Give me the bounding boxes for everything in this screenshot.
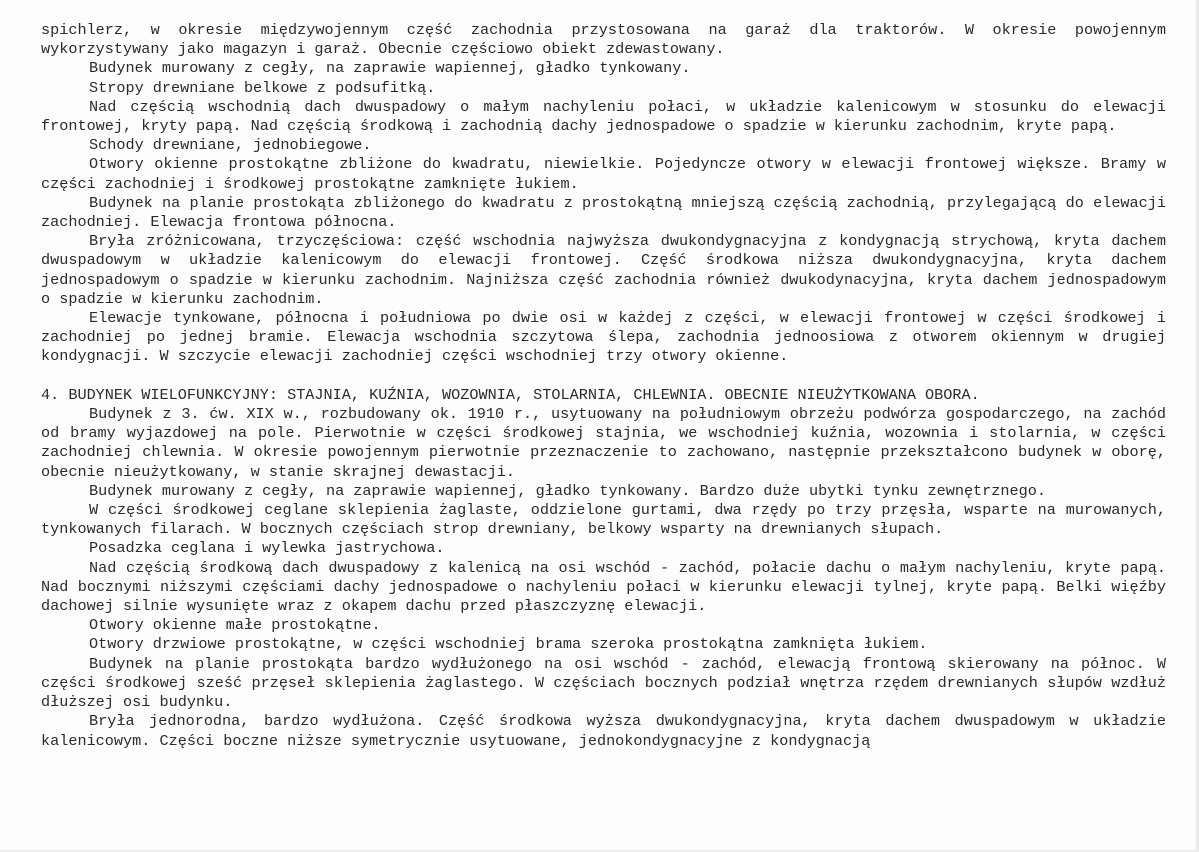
section-heading: 4. BUDYNEK WIELOFUNKCYJNY: STAJNIA, KUŹNIA, WOZOWNIA, STOLARNIA, CHLEWNIA. OBECNIE NIEUŻYTKOWANA OBORA. bbox=[41, 385, 980, 404]
paragraph: Stropy drewniane belkowe z podsufitką. bbox=[89, 78, 436, 97]
paragraph: Bryła jednorodna, bardzo wydłużona. Część środkowa wyższa dwukondygnacyjna, kryta dachem dwuspadowym w układzie kalenicowym. Części boczne niższe symetrycznie usytuowane, jednokondygnacyjne z kondygnacją bbox=[41, 712, 1166, 750]
paragraph: Budynek na planie prostokąta zbliżonego do kwadratu z prostokątną mniejszą częścią zachodnią, przylegającą do elewacji zachodniej. Elewacja frontowa północna. bbox=[41, 193, 1166, 232]
paragraph: Posadzka ceglana i wylewka jastrychowa. bbox=[89, 539, 445, 558]
paragraph: Schody drewniane, jednobiegowe. bbox=[89, 136, 372, 155]
paragraph: Nad częścią wschodnią dach dwuspadowy o małym nachyleniu połaci, w układzie kalenicowym w stosunku do elewacji frontowej, kryty papą. Nad częścią środkową i zachodnią dachy jednospadowe o spadzie w kierunku zachodnim, kryte papą. bbox=[41, 97, 1166, 136]
document-text bbox=[41, 21, 1166, 751]
section-spacer bbox=[41, 367, 1166, 386]
paragraph: Nad częścią środkową dach dwuspadowy z kalenicą na osi wschód - zachód, połacie dachu o małym nachyleniu, kryte papą. Nad bocznymi niższymi częściami dachy jednospadowe o nachyleniu połaci w kierunku elewacji tylnej, kryte papą. Belki więźby dachowej silnie wysunięte wraz z okapem dachu przed płaszczyznę elewacji. bbox=[41, 558, 1166, 616]
paragraph: Bryła zróżnicowana, trzyczęściowa: część wschodnia najwyższa dwukondygnacyjna z kondygnacją strychową, kryta dachem dwuspadowym w układzie kalenicowym do elewacji frontowej. Część środkowa niższa dwukondygnacyjna, kryta dachem jednospadowym o spadzie w kierunku zachodnim. Najniższa część zachodnia również dwukodynacyjna, kryta dachem jednospadowym o spadzie w kierunku zachodnim. bbox=[41, 232, 1166, 308]
paragraph: Otwory okienne prostokątne zbliżone do kwadratu, niewielkie. Pojedyncze otwory w elewacji frontowej większe. Bramy w części zachodniej i środkowej prostokątne zamknięte łukiem. bbox=[41, 155, 1166, 193]
paragraph: spichlerz, w okresie międzywojennym część zachodnia przystosowana na garaż dla traktorów. W okresie powojennym wykorzystywany jako magazyn i garaż. Obecnie częściowo obiekt zdewastowany. bbox=[41, 21, 1166, 59]
paragraph: Budynek murowany z cegły, na zaprawie wapiennej, gładko tynkowany. bbox=[89, 59, 691, 78]
paragraph: Elewacje tynkowane, północna i południowa po dwie osi w każdej z części, w elewacji frontowej w części środkowej i zachodniej po jednej bramie. Elewacja wschodnia szczytowa ślepa, zachodnia jednoosiowa z otworem okiennym w drugiej kondygnacji. W szczycie elewacji zachodniej części wschodniej trzy otwory okienne. bbox=[41, 309, 1166, 366]
paragraph: Budynek murowany z cegły, na zaprawie wapiennej, gładko tynkowany. Bardzo duże ubytki tynku zewnętrznego. bbox=[89, 481, 1046, 500]
paragraph: W części środkowej ceglane sklepienia żaglaste, oddzielone gurtami, dwa rzędy po trzy przęsła, wsparte na murowanych, tynkowanych filarach. W bocznych częściach strop drewniany, belkowy wsparty na drewnianych słupach. bbox=[41, 501, 1166, 539]
paragraph: Otwory okienne małe prostokątne. bbox=[89, 616, 381, 635]
paragraph: Budynek z 3. ćw. XIX w., rozbudowany ok. 1910 r., usytuowany na południowym obrzeżu podwórza gospodarczego, na zachód od bramy wyjazdowej na pole. Pierwotnie w części środkowej stajnia, we wschodniej kuźnia, wozownia i stolarnia, w części zachodniej chlewnia. W okresie powojennym pierwotnie przeznaczenie to zachowano, następnie przekształcono budynek w oborę, obecnie nieużytkowany, w stanie skrajnej dewastacji. bbox=[41, 405, 1166, 481]
paragraph: Budynek na planie prostokąta bardzo wydłużonego na osi wschód - zachód, elewacją frontową skierowany na północ. W części środkowej sześć przęseł sklepienia żaglastego. W częściach bocznych podział wnętrza rzędem drewnianych słupów wzdłuż dłuższej osi budynku. bbox=[41, 654, 1166, 712]
paragraph: Otwory drzwiowe prostokątne, w części wschodniej brama szeroka prostokątna zamknięta łukiem. bbox=[89, 635, 928, 654]
